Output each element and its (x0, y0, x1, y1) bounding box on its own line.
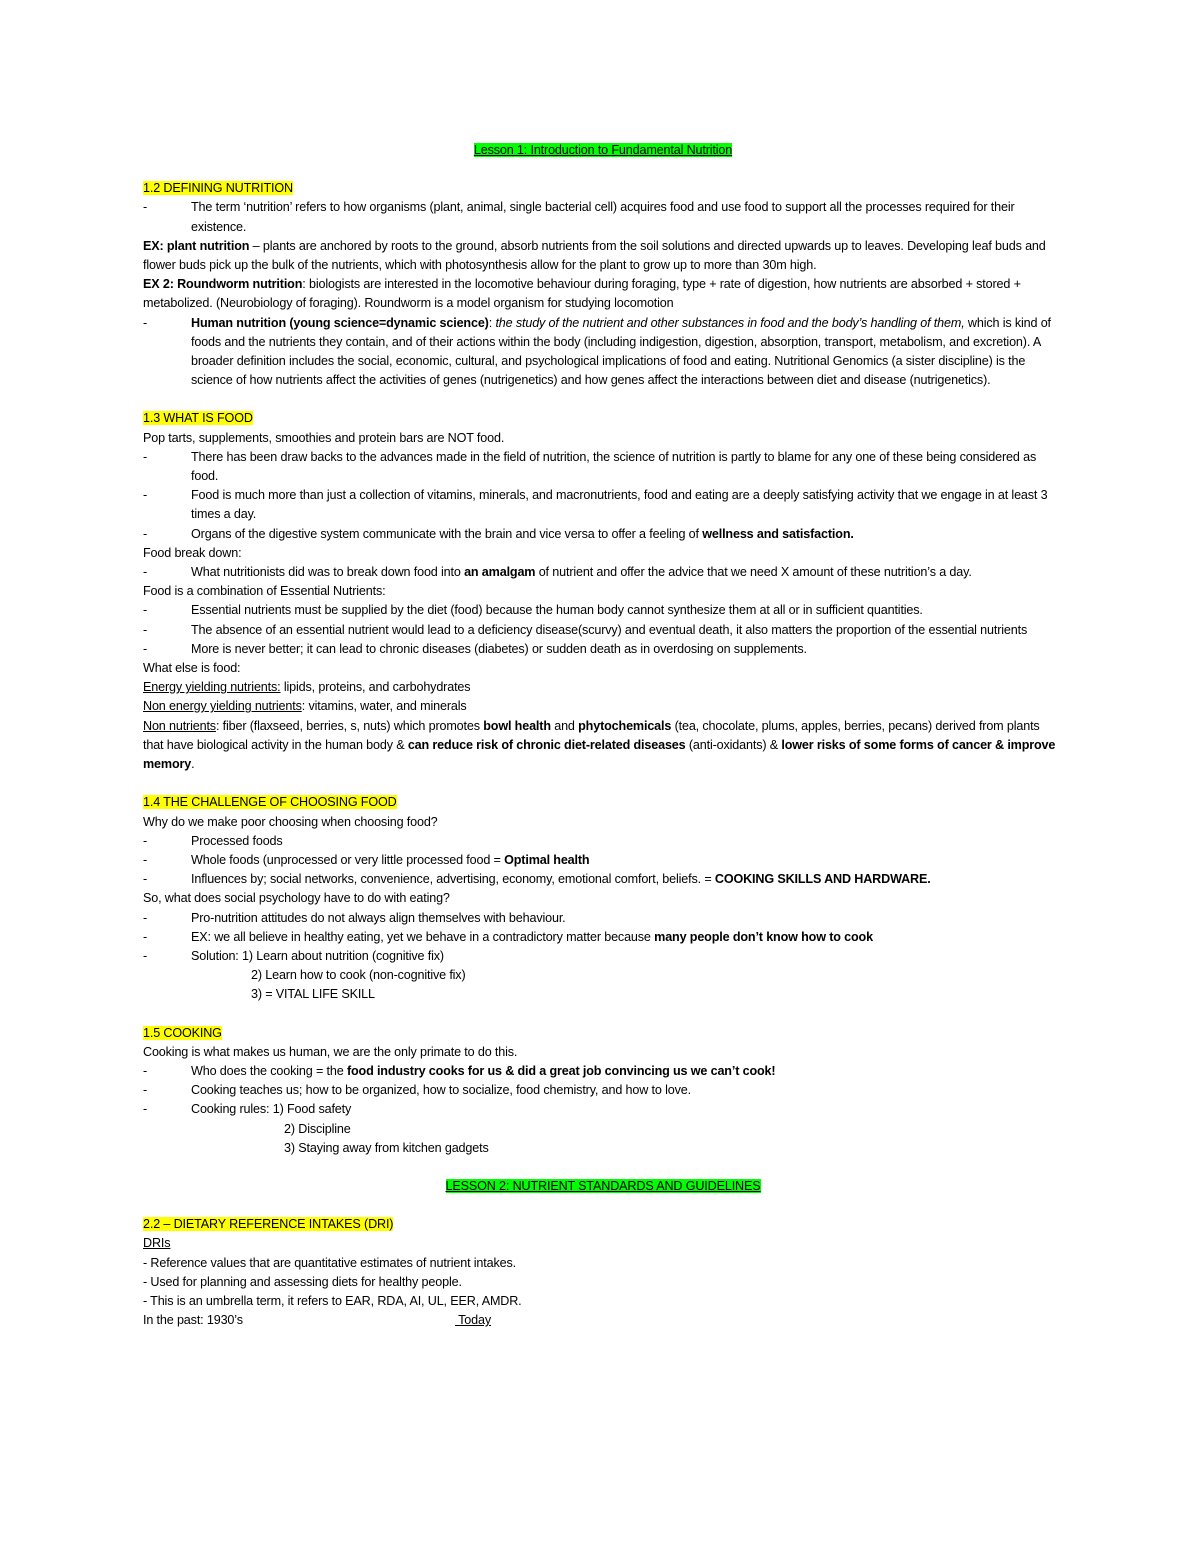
paragraph: Pop tarts, supplements, smoothies and protein bars are NOT food. (143, 430, 505, 445)
section-1-3-heading: 1.3 WHAT IS FOOD (143, 411, 253, 426)
solution-step: 3) = VITAL LIFE SKILL (251, 987, 375, 1002)
list-item: - This is an umbrella term, it refers to EAR, RDA, AI, UL, EER, AMDR. (143, 1293, 522, 1308)
paragraph-ex2: EX 2: Roundworm nutrition: biologists are interested in the locomotive behaviour during foraging, type + rate of digestion, how nutrients are absorbed + stored + metabolized. (Neurobiology of foraging). Roundworm is a model organism for studying locomotion (143, 277, 1021, 311)
cooking-rule: 3) Staying away from kitchen gadgets (284, 1140, 489, 1155)
list-item: - Used for planning and assessing diets for healthy people. (143, 1274, 462, 1289)
past-today-header: In the past: 1930’s Today (143, 1313, 491, 1328)
dris-label: DRIs (143, 1236, 171, 1251)
section-2-2-heading: 2.2 – DIETARY REFERENCE INTAKES (DRI) (143, 1217, 394, 1232)
paragraph-non-nutrients: Non nutrients: fiber (flaxseed, berries, s, nuts) which promotes bowl health and phytochemicals (tea, chocolate, plums, apples, berries, pecans) derived from plants that have biological activity in the human body & can reduce risk of chronic diet-related diseases (anti-oxidants) & lower risks of some forms of cancer & improve memory. (143, 718, 1056, 772)
list-item: - The term ‘nutrition’ refers to how organisms (plant, animal, single bacterial cell) acquires food and use food to support all the processes required for their existence. (143, 198, 1063, 236)
list-item: - More is never better; it can lead to chronic diseases (diabetes) or sudden death as in overdosing on supplements. (143, 640, 1063, 659)
list-item: - Food is much more than just a collection of vitamins, minerals, and macronutrients, food and eating are a deeply satisfying activity that we engage in at least 3 times a day. (143, 486, 1063, 524)
paragraph-energy-yielding: Energy yielding nutrients: lipids, proteins, and carbohydrates (143, 680, 471, 695)
list-item: - EX: we all believe in healthy eating, yet we behave in a contradictory matter because many people don’t know how to cook (143, 928, 1063, 947)
paragraph: Cooking is what makes us human, we are the only primate to do this. (143, 1044, 518, 1059)
list-item: - The absence of an essential nutrient would lead to a deficiency disease(scurvy) and eventual death, it also matters the proportion of the essential nutrients (143, 621, 1063, 640)
list-item: - Essential nutrients must be supplied by the diet (food) because the human body cannot synthesize them at all or in sufficient quantities. (143, 601, 1063, 620)
section-1-2-heading: 1.2 DEFINING NUTRITION (143, 181, 293, 196)
lesson1-title: Lesson 1: Introduction to Fundamental Nutrition (473, 143, 733, 157)
list-item: - Reference values that are quantitative estimates of nutrient intakes. (143, 1255, 516, 1270)
list-item: - Pro-nutrition attitudes do not always align themselves with behaviour. (143, 909, 1063, 928)
list-item: - Influences by; social networks, convenience, advertising, economy, emotional comfort, beliefs. = COOKING SKILLS AND HARDWARE. (143, 870, 1063, 889)
list-item: - Solution: 1) Learn about nutrition (cognitive fix) (143, 947, 1063, 966)
paragraph: Why do we make poor choosing when choosing food? (143, 814, 438, 829)
list-item: - Cooking rules: 1) Food safety (143, 1100, 1063, 1119)
paragraph: Food break down: (143, 545, 242, 560)
paragraph-ex1: EX: plant nutrition – plants are anchored by roots to the ground, absorb nutrients from the soil solutions and directed upwards up to leaves. Developing leaf buds and flower buds pick up the bulk of the nutrients, which with photosynthesis allow for the plant to grow up to more than 30m high. (143, 238, 1046, 273)
paragraph: Food is a combination of Essential Nutrients: (143, 584, 386, 599)
paragraph-non-energy-yielding: Non energy yielding nutrients: vitamins, water, and minerals (143, 699, 467, 714)
list-item: - Who does the cooking = the food industry cooks for us & did a great job convincing us we can’t cook! (143, 1062, 1063, 1081)
section-1-5-heading: 1.5 COOKING (143, 1025, 222, 1040)
list-item: - There has been draw backs to the advances made in the field of nutrition, the science of nutrition is partly to blame for any one of these being considered as food. (143, 448, 1063, 486)
document-body (143, 141, 1063, 1330)
section-1-4-heading: 1.4 THE CHALLENGE OF CHOOSING FOOD (143, 795, 397, 810)
list-item: - Organs of the digestive system communicate with the brain and vice versa to offer a feeling of wellness and satisfaction. (143, 525, 1063, 544)
list-item: - Processed foods (143, 832, 1063, 851)
list-item-human-nutrition: - Human nutrition (young science=dynamic science): the study of the nutrient and other substances in food and the body’s handling of them, which is kind of foods and the nutrients they contain, and of their actions within the body (including indigestion, digestion, absorption, transport, metabolism, and excretion). A broader definition includes the social, economic, cultural, and psychological implications of food and eating. Nutritional Genomics (a sister discipline) is the science of how nutrients affect the activities of genes (nutrigenetics) and how genes affect the interactions between diet and disease (nutrigenetics). (143, 314, 1063, 391)
cooking-rule: 2) Discipline (284, 1121, 351, 1136)
list-item: - What nutritionists did was to break down food into an amalgam of nutrient and offer the advice that we need X amount of these nutrition’s a day. (143, 563, 1063, 582)
solution-step: 2) Learn how to cook (non-cognitive fix) (251, 968, 466, 983)
paragraph: So, what does social psychology have to do with eating? (143, 891, 450, 906)
list-item: - Cooking teaches us; how to be organized, how to socialize, food chemistry, and how to love. (143, 1081, 1063, 1100)
lesson2-title: LESSON 2: NUTRIENT STANDARDS AND GUIDELINES (445, 1178, 761, 1193)
paragraph: What else is food: (143, 661, 241, 676)
list-item: - Whole foods (unprocessed or very little processed food = Optimal health (143, 851, 1063, 870)
